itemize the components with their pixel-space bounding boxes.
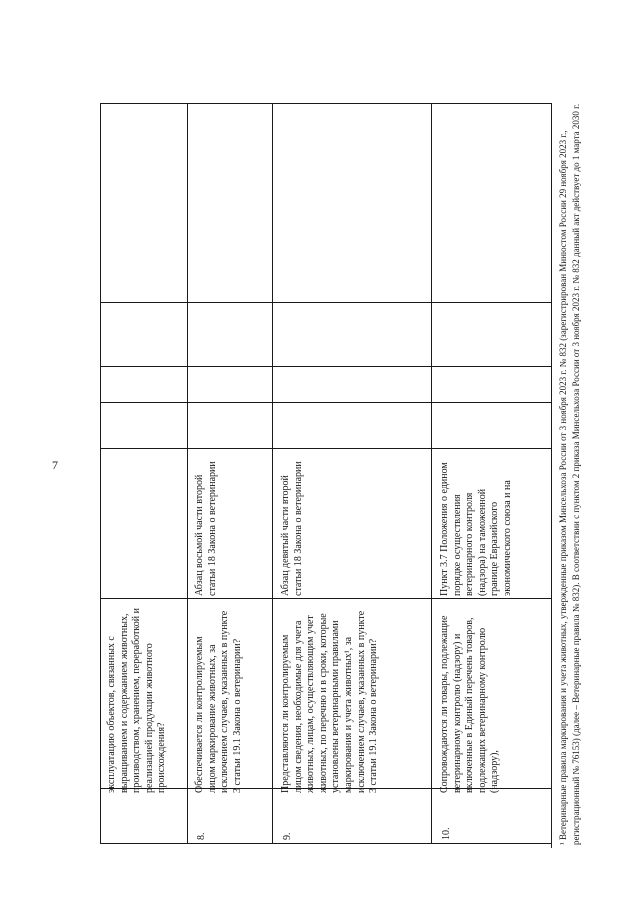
row-9-question: Представляются ли контролируемым лицом сведения, необходимые для учета животных, лицам, осуществляющим учет животных, по перечню и в сроки, которые установлены ветеринарными правилами маркирования и учета животных¹, за исключением случаев, указанных в пункте 3 статьи 19.1 Закона о ветеринарии? [280,610,380,793]
footnote-separator [551,736,552,848]
row-divider-1 [187,103,188,844]
col-divider-no [100,366,551,367]
row-1-question: эксплуатацию объектов, связанных с выращиванием и содержанием животных, производством, хранением, переработкой и реализацией продукции животного происхождения? [106,608,168,793]
row-divider-2 [272,103,273,844]
table-border-right [551,103,552,844]
row-8-question: Обеспечивается ли контролируемым лицом маркирование животных, за исключением случаев, указанных в пункте 3 статьи 19.1 Закона о ветеринарии? [194,610,243,793]
table-border-top [100,103,551,104]
row-10-reference: Пункт 3.7 Положения о едином порядке осуществления ветеринарного контроля (надзора) на таможенной границе Евразийского экономического союза и на [439,462,513,596]
footnote: ¹ Ветеринарные правила маркирования и учета животных, утвержденные приказом Минсельхоза России от 3 ноября 2023 г. № 832 (зарегистрирован Минюстом России 29 ноября 2023 г., регистрационный № 76153) (далее – Ветеринарные правила № 832). В соответствии с пунктом 2 приказа Минсельхоза России от 3 ноября 2023 г. № 832 данный акт действует до 1 марта 2030 г. [558,103,581,845]
row-10-question: Сопровождаются ли товары, подлежащие ветеринарному контролю (надзору) и включенные в Единый перечень товаров, подлежащих ветеринарному контролю (надзору), [439,615,501,793]
table-border-left [100,103,101,844]
page-number: 7 [52,458,58,472]
table-border-bottom [100,843,551,844]
row-8-number: 8. [196,832,207,840]
row-9-number: 9. [282,832,293,840]
col-divider-reference [100,448,551,449]
row-10-number: 10. [441,827,452,840]
row-divider-3 [431,103,432,844]
row-8-reference: Абзац восьмой части второй статьи 18 Закона о ветеринарии [194,461,218,596]
col-divider-yes [100,402,551,403]
col-divider-na [100,302,551,303]
col-divider-question [100,598,551,599]
row-9-reference: Абзац девятый части второй статьи 18 Закона о ветеринарии [280,461,304,596]
